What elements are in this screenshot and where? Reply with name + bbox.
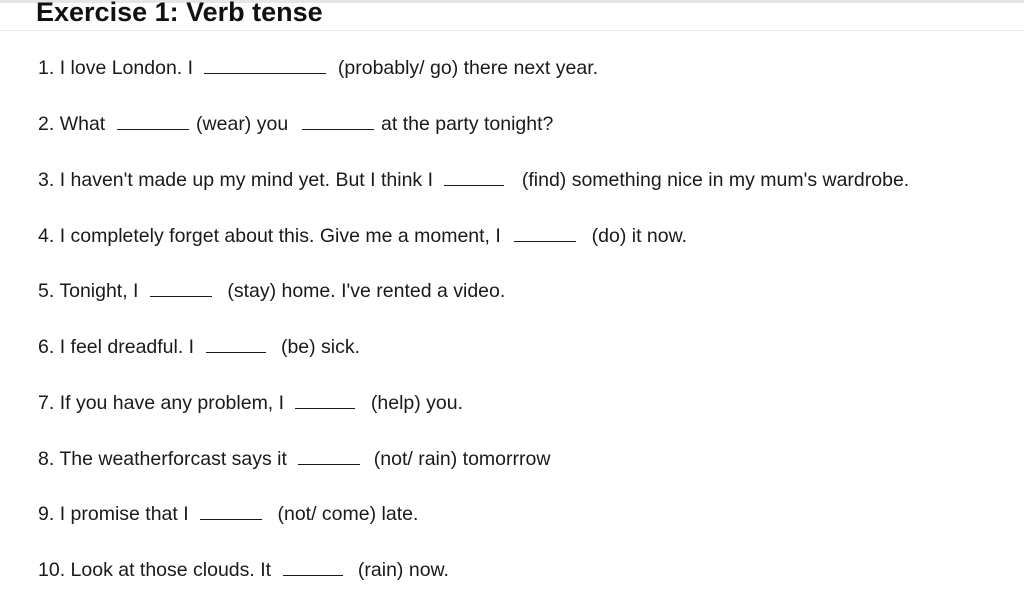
exercise-item-2 [38,111,553,136]
answer-blank[interactable] [283,557,343,576]
exercise-item-1 [38,55,598,80]
answer-blank[interactable] [444,167,504,186]
sentence-end: (be) sick. [280,336,361,358]
answer-blank[interactable] [204,55,326,74]
exercise-item-9 [38,501,418,526]
exercise-item-10 [38,557,449,582]
sentence-middle: (wear) you [196,113,289,135]
sentence-start: The weatherforcast says it [59,448,287,470]
answer-blank[interactable] [298,446,360,465]
item-number: 9. [38,503,55,525]
sentence-end: (do) it now. [591,225,688,247]
exercise-item-3 [38,167,909,192]
sentence-end: (rain) now. [357,559,449,581]
exercise-item-4 [38,223,687,248]
sentence-start: Tonight, I [59,280,139,302]
answer-blank[interactable] [295,390,355,409]
sentence-end: at the party tonight? [381,113,554,135]
sentence-start: I promise that I [59,503,189,525]
exercise-item-5 [38,278,505,303]
sentence-start: I love London. I [59,57,194,79]
sentence-start: I haven't made up my mind yet. But I think I [59,169,434,191]
sentence-start: I feel dreadful. I [59,336,195,358]
item-number: 7. [38,392,55,414]
item-number: 3. [38,169,55,191]
sentence-end: (find) something nice in my mum's wardrobe. [521,169,910,191]
item-number: 10. [38,559,66,581]
answer-blank[interactable] [514,223,576,242]
sentence-end: (help) you. [370,392,464,414]
sentence-start: If you have any problem, I [59,392,285,414]
sentence-end: (not/ come) late. [277,503,419,525]
sentence-start: What [59,113,106,135]
item-number: 1. [38,57,55,79]
exercise-item-8 [38,446,550,471]
sentence-end: (not/ rain) tomorrrow [373,448,551,470]
sentence-end: (stay) home. I've rented a video. [227,280,506,302]
answer-blank[interactable] [302,111,374,130]
sentence-start: I completely forget about this. Give me a moment, I [59,225,501,247]
item-number: 5. [38,280,55,302]
sentence-start: Look at those clouds. It [70,559,272,581]
answer-blank[interactable] [206,334,266,353]
sentence-end: (probably/ go) there next year. [337,57,599,79]
item-number: 2. [38,113,55,135]
item-number: 8. [38,448,55,470]
answer-blank[interactable] [117,111,189,130]
answer-blank[interactable] [200,501,262,520]
page-title: Exercise 1: Verb tense [36,0,323,27]
answer-blank[interactable] [150,278,212,297]
exercise-item-6 [38,334,360,359]
item-number: 6. [38,336,55,358]
item-number: 4. [38,225,55,247]
exercise-item-7 [38,390,463,415]
